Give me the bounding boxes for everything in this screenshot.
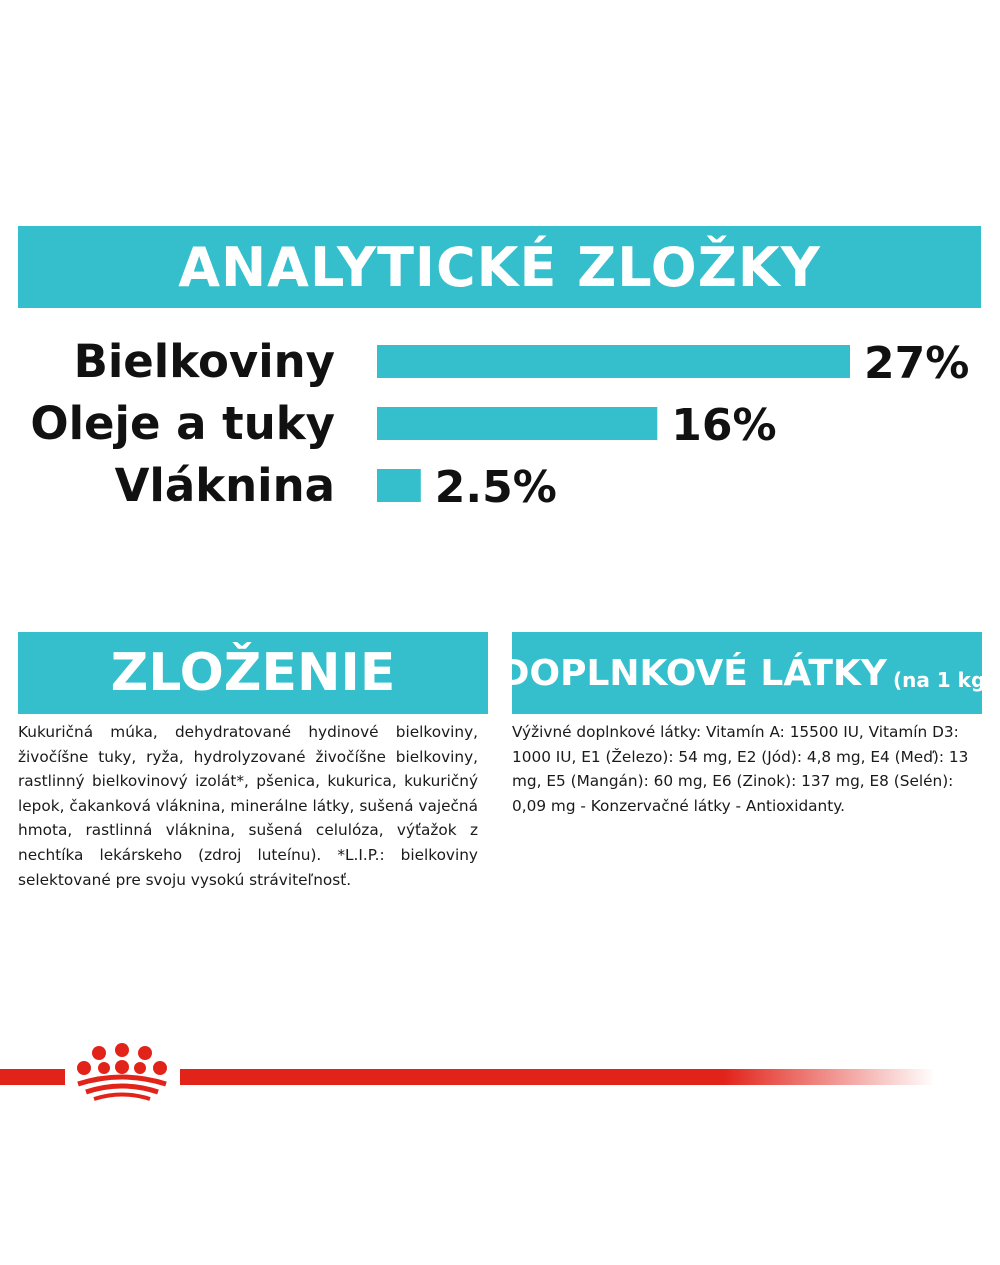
additives-title: DOPLNKOVÉ LÁTKY [499, 652, 887, 694]
brand-band [0, 1040, 1000, 1110]
analytics-chart [0, 320, 1000, 520]
composition-banner [18, 632, 488, 714]
category-label: Vláknina [114, 459, 335, 512]
category-label: Oleje a tuky [30, 397, 335, 450]
brand-line-left [0, 1069, 65, 1085]
category-label: Bielkoviny [73, 335, 335, 388]
additives-banner [499, 632, 995, 714]
value-label: 16% [671, 400, 777, 451]
additives-text: Výživné doplnkové látky: Vitamín A: 15500 IU, Vitamín D3: 1000 IU, E1 (Železo): 54 mg, E2 (Jód): 4,8 mg, E4 (Meď): 13 mg, E5 (Mangán): 60 mg, E6 (Zinok): 137 mg, E8 (Selén): 0,09 mg - Konzervačné látky - Antioxidanty. [512, 723, 969, 815]
brand-line-right [180, 1069, 935, 1085]
value-label: 2.5% [434, 462, 557, 513]
analytics-title: ANALYTICKÉ ZLOŽKY [178, 235, 821, 299]
bar [377, 407, 657, 440]
composition-title: ZLOŽENIE [110, 643, 396, 703]
additives-subtitle: (na 1 kg) [892, 668, 995, 692]
bar [377, 345, 850, 378]
composition-text: Kukuričná múka, dehydratované hydinové bielkoviny, živočíšne tuky, ryža, hydrolyzované živočíšne bielkoviny, rastlinný bielkovinový izolát*, pšenica, kukurica, kukuričný lepok, čakanková vláknina, minerálne látky, sušená vaječná hmota, rastlinná vláknina, sušená celulóza, výťažok z nechtíka lekárskeho (zdroj luteínu). *L.I.P.: bielkoviny selektované pre svoju vysokú stráviteľnosť. [18, 723, 478, 889]
bar [377, 469, 421, 502]
value-label: 27% [864, 338, 970, 389]
crown-icon [77, 1043, 167, 1099]
analytics-banner [18, 226, 981, 308]
